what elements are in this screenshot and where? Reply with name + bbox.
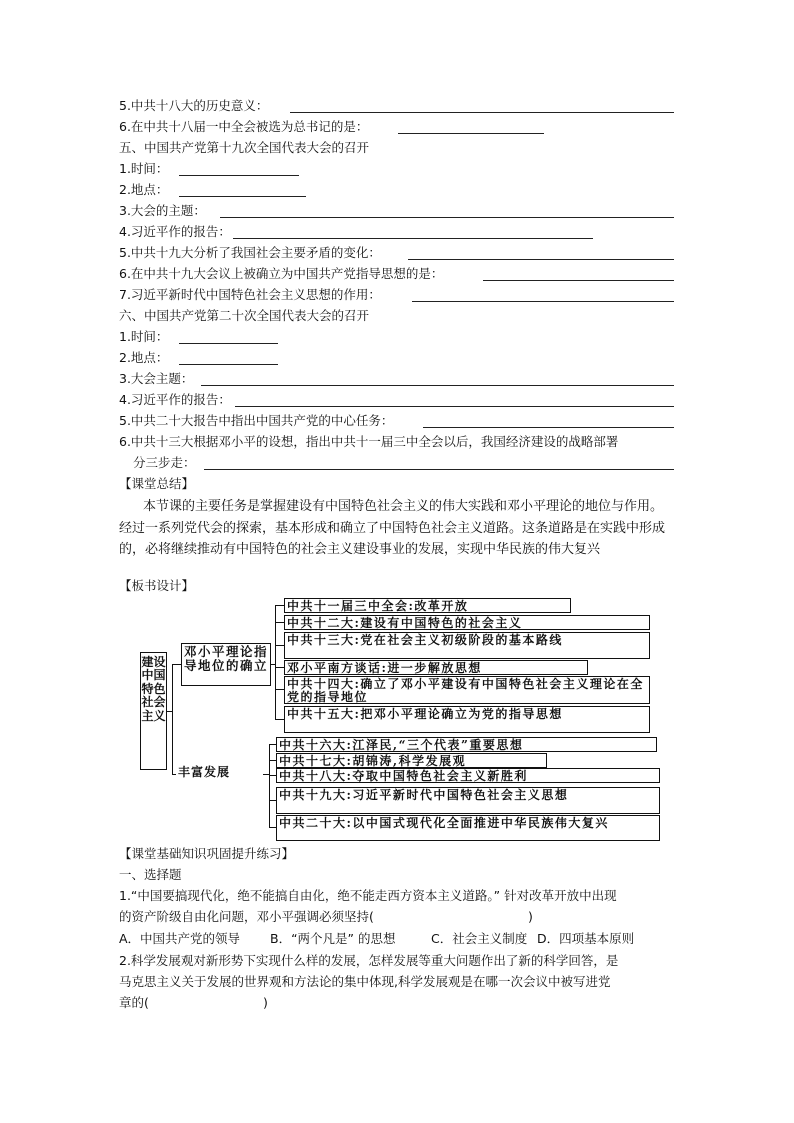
question-text: 1.“中国要搞现代化，绝不能搞自由化，绝不能走西方资本主义道路。” 针对改革开放中出现	[119, 888, 617, 903]
question-line: 4.习近平作的报告：	[119, 224, 231, 239]
board-item: 中共十七大:胡锦涛,科学发展观	[276, 753, 547, 768]
connector	[269, 800, 276, 801]
question-line: 6.中共十三大根据邓小平的设想，指出中共十一届三中全会以后，我国经济建设的战略部署	[119, 434, 619, 449]
question-line: 3.大会主题：	[119, 371, 194, 386]
option-b[interactable]: B．“两个凡是” 的思想	[270, 931, 396, 946]
summary-paragraph	[119, 496, 675, 561]
section-heading: 五、中国共产党第十九次全国代表大会的召开	[119, 140, 370, 155]
answer-blank[interactable]	[179, 364, 278, 365]
connector	[275, 605, 284, 606]
question-text: 马克思主义关于发展的世界观和方法论的集中体现,科学发展观是在哪一次会议中被写进党	[119, 974, 611, 989]
question-line: 1.时间：	[119, 329, 169, 344]
board-branch-2: 丰富发展	[175, 764, 263, 784]
connector	[275, 622, 284, 623]
answer-paren-close: )	[263, 995, 268, 1010]
question-line: 6.在中共十八届一中全会被选为总书记的是：	[119, 119, 369, 134]
answer-blank[interactable]	[408, 259, 674, 260]
board-item: 中共十二大:建设有中国特色的社会主义	[284, 615, 650, 630]
answer-blank[interactable]	[483, 280, 674, 281]
board-item: 邓小平南方谈话:进一步解放思想	[284, 660, 588, 675]
question-line: 5.中共十九大分析了我国社会主要矛盾的变化：	[119, 245, 381, 260]
question-line: 5.中共二十大报告中指出中国共产党的中心任务：	[119, 413, 394, 428]
connector	[269, 744, 270, 828]
answer-blank[interactable]	[179, 175, 299, 176]
answer-blank[interactable]	[398, 133, 544, 134]
board-item: 中共十一届三中全会:改革开放	[284, 598, 571, 613]
question-line: 7.习近平新时代中国特色社会主义思想的作用：	[119, 287, 381, 302]
question-line: 3.大会的主题：	[119, 203, 206, 218]
option-d[interactable]: D．四项基本原则	[537, 931, 635, 946]
question-line: 2.地点：	[119, 350, 169, 365]
board-item: 中共十八大:夺取中国特色社会主义新胜利	[276, 768, 660, 783]
answer-blank[interactable]	[412, 301, 674, 302]
answer-blank[interactable]	[233, 238, 593, 239]
answer-blank[interactable]	[179, 343, 278, 344]
connector	[275, 667, 284, 668]
question-line: 6.在中共十九大会议上被确立为中国共产党指导思想的是：	[119, 266, 444, 281]
option-a[interactable]: A．中国共产党的领导	[119, 931, 241, 946]
board-item: 中共十六大:江泽民,“三个代表”重要思想	[276, 737, 657, 752]
section-heading: 一、选择题	[119, 867, 182, 882]
summary-text: 本节课的主要任务是掌握建设有中国特色社会主义的伟大实践和邓小平理论的地位与作用。经过一系列党代会的探索，基本形成和确立了中国特色社会主义道路。这条道路是在实践中形成的，必将继续推动有中国特色的社会主义建设事业的发展，实现中华民族的伟大复兴	[119, 499, 666, 557]
answer-paren-close: )	[528, 909, 533, 924]
summary-heading: 【课堂总结】	[119, 476, 195, 491]
question-line: 分三步走：	[133, 455, 196, 470]
connector	[269, 744, 276, 745]
connector	[275, 719, 284, 720]
connector	[172, 774, 176, 775]
connector	[275, 645, 284, 646]
option-c[interactable]: C．社会主义制度	[431, 931, 528, 946]
answer-blank[interactable]	[204, 469, 674, 470]
board-item: 中共十五大:把邓小平理论确立为党的指导思想	[284, 706, 650, 733]
connector	[172, 664, 173, 775]
connector	[172, 664, 181, 665]
connector	[269, 827, 276, 828]
connector	[269, 760, 276, 761]
connector	[275, 689, 284, 690]
answer-blank[interactable]	[220, 217, 674, 218]
question-text: 的资产阶级自由化问题，邓小平强调必须坚持(	[119, 909, 374, 924]
connector	[269, 775, 276, 776]
board-branch-1: 邓小平理论指导地位的确立	[181, 643, 271, 686]
board-item: 中共二十大:以中国式现代化全面推进中华民族伟大复兴	[276, 815, 660, 841]
board-item: 中共十九大:习近平新时代中国特色社会主义思想	[276, 787, 660, 814]
board-heading: 【板书设计】	[119, 578, 195, 593]
answer-blank[interactable]	[290, 112, 674, 113]
question-line: 4.习近平作的报告：	[119, 392, 231, 407]
answer-blank[interactable]	[179, 196, 306, 197]
question-line: 2.地点：	[119, 182, 169, 197]
question-text: 2.科学发展观对新形势下实现什么样的发展，怎样发展等重大问题作出了新的科学回答，是	[119, 953, 619, 968]
question-text: 章的(	[119, 995, 149, 1010]
exercise-heading: 【课堂基础知识巩固提升练习】	[119, 846, 295, 861]
board-item: 中共十四大:确立了邓小平建设有中国特色社会主义理论在全党的指导地位	[284, 676, 650, 704]
answer-blank[interactable]	[423, 427, 674, 428]
section-heading: 六、中国共产党第二十次全国代表大会的召开	[119, 308, 370, 323]
question-line: 1.时间：	[119, 161, 169, 176]
question-line: 5.中共十八大的历史意义：	[119, 98, 269, 113]
board-root: 建设中国特色社会主义	[140, 652, 167, 770]
answer-blank[interactable]	[235, 406, 674, 407]
answer-blank[interactable]	[201, 385, 674, 386]
board-item: 中共十三大:党在社会主义初级阶段的基本路线	[284, 632, 650, 659]
